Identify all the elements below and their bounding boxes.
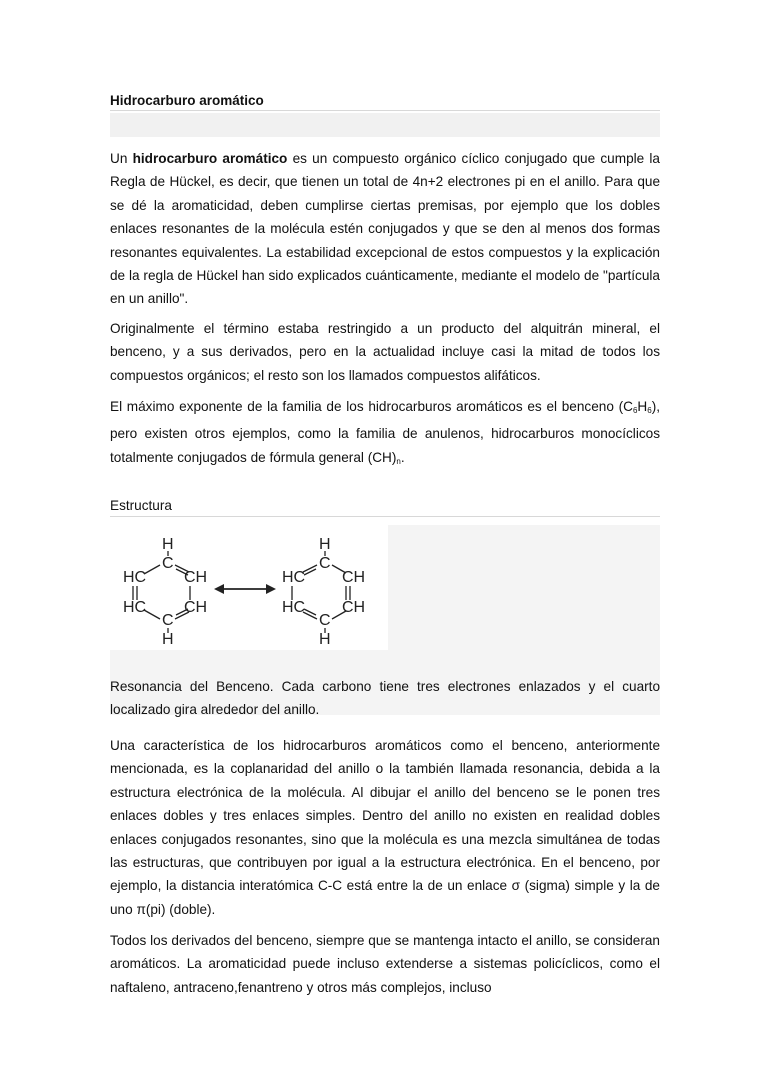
intro-paragraph — [110, 147, 660, 311]
resonance-arrow-left-head — [214, 584, 224, 594]
title-divider — [110, 110, 660, 111]
paragraph-derivatives: Todos los derivados del benceno, siempre que se mantenga intacto el anillo, se consideran aromáticos. La aromaticidad puede incluso extenderse a sistemas policíclicos, como el naftaleno, antraceno,fenantreno y otros más complejos, incluso — [110, 933, 660, 995]
left-upper-ch: CH — [184, 569, 208, 586]
benzene-text-2: ), pero existen otros ejemplos, como la familia de anulenos, hidrocarburos monocíclicos totalmente conjugados de fórmula general (CH) — [110, 399, 660, 465]
intro-prefix: Un — [110, 151, 133, 166]
section-divider — [110, 516, 660, 517]
figure-caption: Resonancia del Benceno. Cada carbono tiene tres electrones enlazados y el cuarto localizado gira alrededor del anillo. — [110, 679, 660, 718]
left-top-c: C — [162, 555, 174, 572]
page-title: Hidrocarburo aromático — [110, 93, 264, 108]
section-heading: Estructura — [110, 498, 172, 513]
left-upper-hc: HC — [123, 569, 147, 586]
paragraph-benzene — [110, 395, 660, 473]
paragraph-origin: Originalmente el término estaba restringido a un producto del alquitrán mineral, el benceno, y a sus derivados, pero en la actualidad incluye casi la mitad de todos los compuestos orgánicos; el resto son los llamados compuestos alifáticos. — [110, 321, 660, 383]
left-bond-5 — [144, 610, 160, 619]
benzene-text-3: . — [400, 449, 405, 465]
right-upper-hc: HC — [282, 569, 306, 586]
left-lower-hc: HC — [123, 599, 147, 616]
right-lower-hc: HC — [282, 599, 306, 616]
resonance-diagram — [110, 525, 388, 650]
benzene-resonance-figure — [110, 525, 388, 650]
formula-subscript-n: n — [396, 456, 401, 466]
right-upper-ch: CH — [342, 569, 366, 586]
intro-bold-term: hidrocarburo aromático — [132, 151, 288, 166]
formula-subscript-h: 6 — [647, 406, 652, 415]
benzene-text-1: El máximo exponente de la familia de los hidrocarburos aromáticos es el benceno (C — [110, 399, 633, 414]
left-bond-1 — [144, 565, 160, 574]
formula-h: H — [637, 399, 648, 414]
right-bottom-h: H — [319, 631, 331, 648]
intro-text: es un compuesto orgánico cíclico conjugado que cumple la Regla de Hückel, es decir, que tienen un total de 4n+2 electrones pi en el anillo. Para que se dé la aromaticidad, deben cumplirse ciertas premisas, por ejemplo que los dobles enlaces resonantes de la molécula estén conjugados y que se den al menos dos formas resonantes equivalentes. La estabilidad excepcional de estos compuestos y la explicación de la regla de Hückel han sido explicados cuánticamente, mediante el modelo de "partícula en un anillo". — [110, 151, 660, 307]
right-top-c: C — [319, 555, 331, 572]
formula-subscript-c: 6 — [632, 406, 638, 415]
title-band — [110, 113, 660, 137]
paragraph-coplanarity: Una característica de los hidrocarburos aromáticos como el benceno, anteriormente mencionada, es la coplanaridad del anillo o la también llamada resonancia, debida a la estructura electrónica de la molécula. Al dibujar el anillo del benceno se le ponen tres enlaces dobles y tres enlaces simples. Dentro del anillo no existen en realidad dobles enlaces conjugados resonantes, sino que la molécula es una mezcla simultánea de todas las estructuras, que contribuyen por igual a la estructura electrónica. En el benceno, por ejemplo, la distancia interatómica C-C está entre la de un enlace σ (sigma) simple y la de uno π(pi) (doble). — [110, 738, 660, 917]
left-bottom-c: C — [162, 612, 174, 629]
left-lower-ch: CH — [184, 599, 208, 616]
left-bottom-h: H — [162, 631, 174, 648]
resonance-arrow-right-head — [266, 584, 276, 594]
right-bottom-c: C — [319, 612, 331, 629]
right-lower-ch: CH — [342, 599, 366, 616]
left-top-h: H — [162, 536, 174, 553]
right-top-h: H — [319, 536, 331, 553]
